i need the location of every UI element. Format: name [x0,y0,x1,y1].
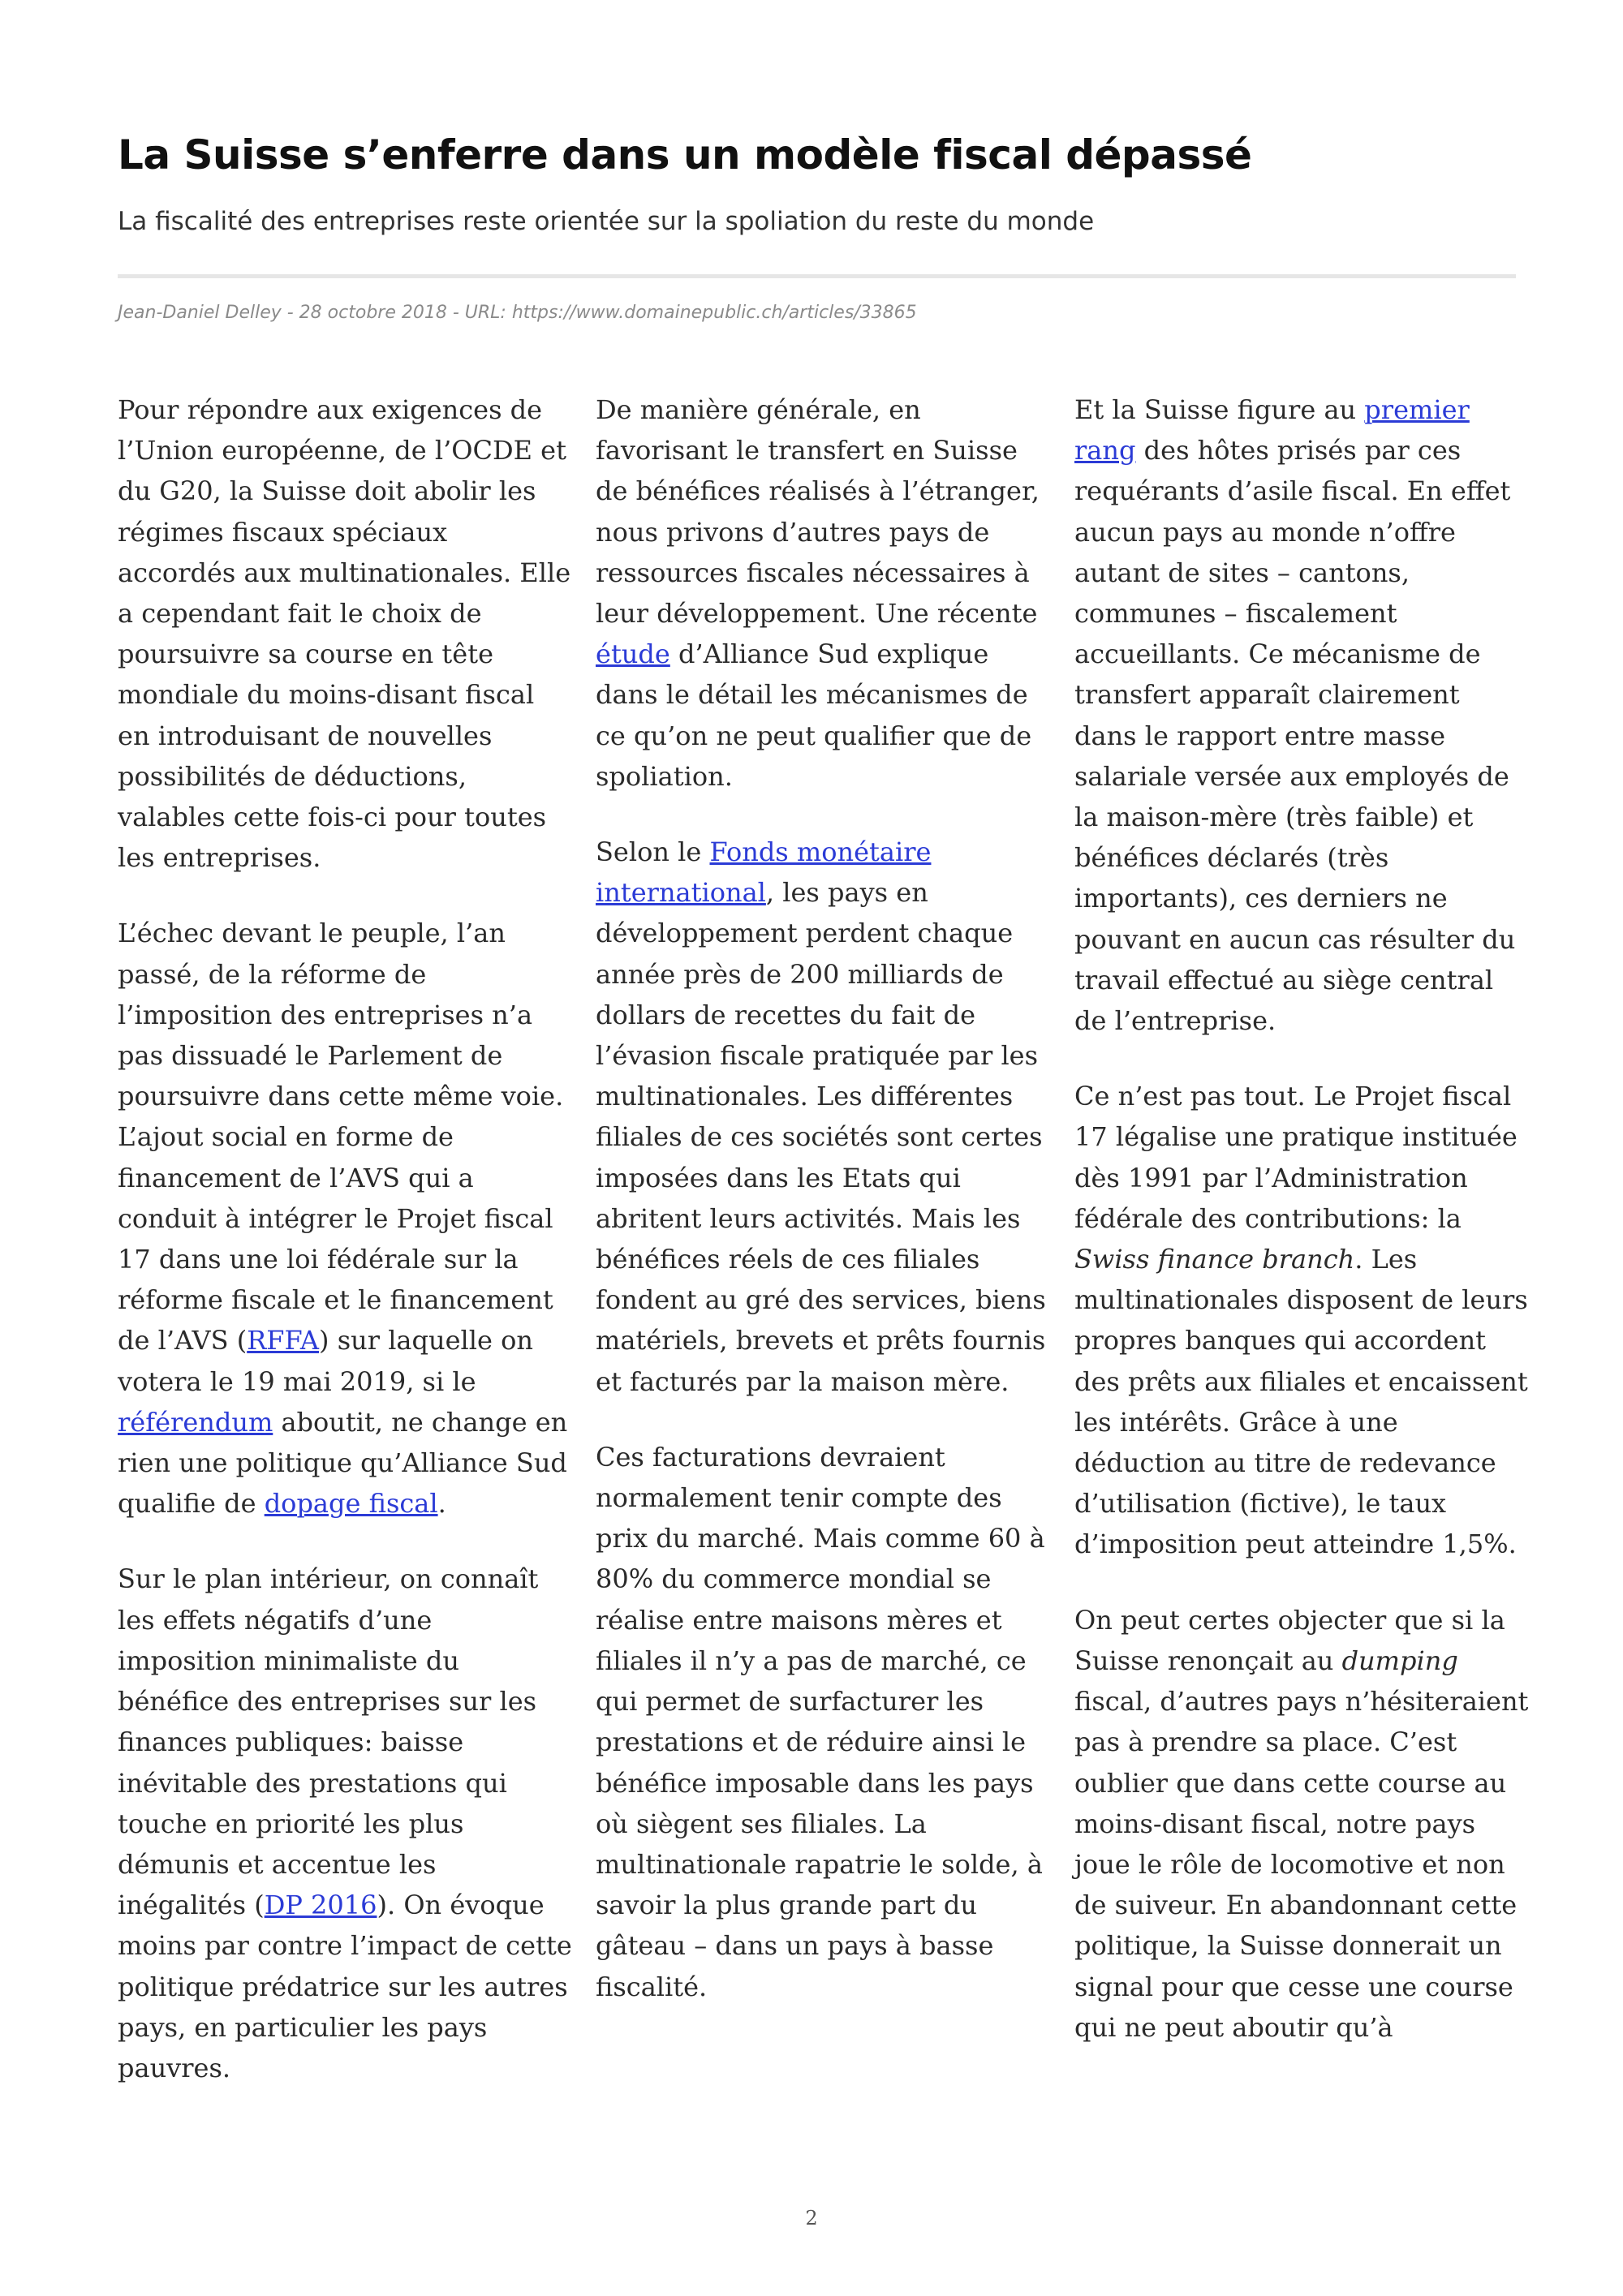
text-run: Et la Suisse figure au [1074,394,1365,425]
text-run: des hôtes prisés par ces requérants d’asile fiscal. En effet aucun pays au monde n’offre autant de sites – cantons, communes – fiscalement accueillants. Ce mécanisme de transfert apparaît clairement dans le rapport entre masse salariale versée aux employés de la maison-mère (très faible) et bénéfices déclarés (très importants), ces derniers ne pouvant en aucun cas résulter du travail effectué au siège central de l’entreprise. [1074,435,1516,1037]
text-run: aboutit, ne change en rien une politique qu’Alliance Sud qualifie de [118,1406,568,1520]
paragraph: Ces facturations devraient normalement tenir compte des prix du marché. Mais comme 60 à 80% du commerce mondial se réalise entre maisons mères et filiales il n’y a pas de marché, ce qui permet de surfacturer les prestations et de réduire ainsi le bénéfice imposable dans les pays où siègent ses filiales. La multinationale rapatrie le solde, à savoir la plus grande part du gâteau – dans un pays à basse fiscalité. [596,1441,1045,2002]
paragraph [596,832,1050,1402]
text-run: Sur le plan intérieur, on connaît les effets négatifs d’une imposition minimaliste du bénéfice des entreprises sur les finances publiques: baisse inévitable des prestations qui touche en priorité les plus démunis et accentue les inégalités ( [118,1563,539,1921]
etude-link[interactable]: étude [596,638,670,670]
text-run: On peut certes objecter que si la Suisse renonçait au [1074,1604,1505,1676]
page-number: 2 [805,2207,818,2229]
article-title: La Suisse s’enferre dans un modèle fiscal dépassé [118,131,1252,178]
premier-rang-link[interactable]: premier rang [1074,394,1470,467]
text-run: d’Alliance Sud explique dans le détail les mécanismes de ce qu’on ne peut qualifier que de spoliation. [596,638,1032,792]
article-subtitle: La fiscalité des entreprises reste orientée sur la spoliation du reste du monde [118,207,1095,236]
article-byline: Jean-Daniel Delley - 28 octobre 2018 - URL: https://www.domainepublic.ch/articles/33865 [118,303,917,323]
rffa-link[interactable]: RFFA [247,1325,320,1357]
referendum-link[interactable]: référendum [118,1406,273,1438]
fmi-link[interactable]: Fonds monétaire international [596,836,932,909]
text-run: . Les multinationales disposent de leurs propres banques qui accordent des prêts aux filiales et encaissent les intérêts. Grâce à une déduction au titre de redevance d’utilisation (fictive), le taux d’imposition peut atteindre 1,5%. [1074,1244,1528,1560]
text-run: Selon le [596,836,710,868]
paragraph [1074,1076,1529,1564]
text-run: ). On évoque moins par contre l’impact de cette politique prédatrice sur les autres pays, en particulier les pays pauvres. [118,1890,572,2083]
paragraph [118,913,572,1524]
text-run: fiscal, d’autres pays n’hésiteraient pas à prendre sa place. C’est oublier que dans cette course au moins-disant fiscal, notre pays joue le rôle de locomotive et non de suiveur. En abandonnant cette politique, la Suisse donnerait un signal pour que cesse une course qui ne peut aboutir qu’à [1074,1686,1529,2043]
dopage-fiscal-link[interactable]: dopage fiscal [264,1488,438,1520]
paragraph [1074,1600,1529,2048]
text-run: De manière générale, en favorisant le transfert en Suisse de bénéfices réalisés à l’étranger, nous privons d’autres pays de ressources fiscales nécessaires à leur développement. Une récente [596,394,1040,630]
emphasis: dumping [1341,1645,1458,1676]
header-divider [118,274,1516,278]
paragraph [596,389,1050,797]
emphasis: Swiss finance branch [1074,1244,1355,1275]
paragraph: Pour répondre aux exigences de l’Union européenne, de l’OCDE et du G20, la Suisse doit abolir les régimes fiscaux spéciaux accordés aux multinationales. Elle a cependant fait le choix de poursuivre sa course en tête mondiale du moins-disant fiscal en introduisant de nouvelles possibilités de déductions, valables cette fois-ci pour toutes les entreprises. [118,394,571,874]
dp-2016-link[interactable]: DP 2016 [264,1890,377,1921]
text-column-1 [118,389,572,2088]
paragraph [1074,389,1529,1041]
text-run: ) sur laquelle on votera le 19 mai 2019, si le [118,1325,533,1397]
paragraph [118,1559,572,2088]
text-run: L’échec devant le peuple, l’an passé, de la réforme de l’imposition des entreprises n’a pas dissuadé le Parlement de poursuivre dans cette même voie. L’ajout social en forme de financement de l’AVS qui a conduit à intégrer le Projet fiscal 17 dans une loi fédérale sur la réforme fiscale et le financement de l’AVS ( [118,918,564,1357]
text-column-3 [1074,389,1529,2048]
text-run: , les pays en développement perdent chaque année près de 200 milliards de dollars de recettes du fait de l’évasion fiscale pratiquée par les multinationales. Les différentes filiales de ces sociétés sont certes imposées dans les Etats qui abritent leurs activités. Mais les bénéfices réels de ces filiales fondent au gré des services, biens matériels, brevets et prêts fournis et facturés par la maison mère. [596,877,1046,1397]
text-run: . [437,1488,446,1520]
text-column-2 [596,389,1050,2007]
text-run: Ce n’est pas tout. Le Projet fiscal 17 légalise une pratique instituée dès 1991 par l’Administration fédérale des contributions: la [1074,1081,1518,1234]
